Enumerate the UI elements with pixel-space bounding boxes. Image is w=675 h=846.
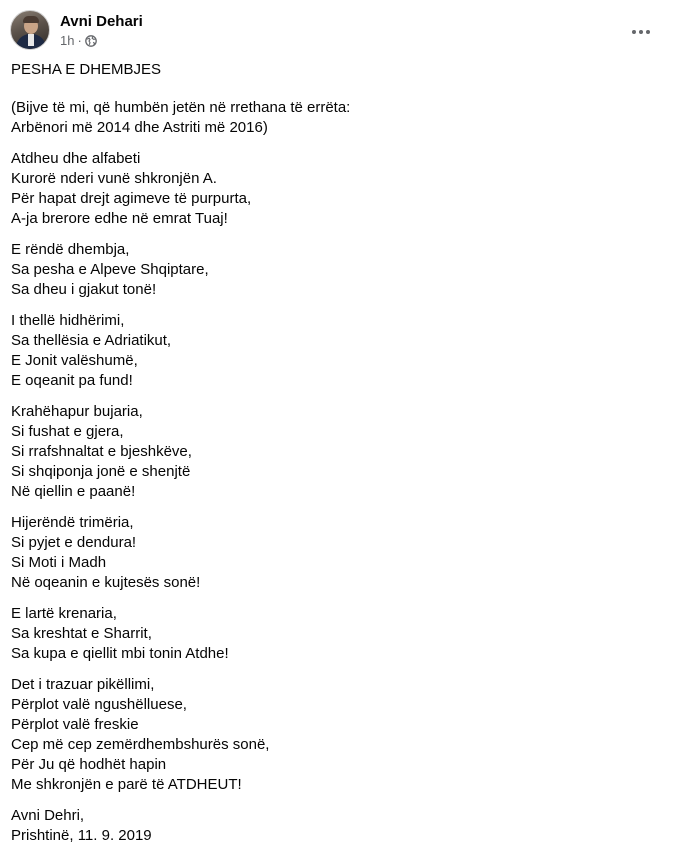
- poem-line: Sa pesha e Alpeve Shqiptare,: [11, 261, 209, 278]
- poem-line: E Jonit valëshumë,: [11, 352, 138, 369]
- stanza: [11, 675, 661, 795]
- poem-line: Si rrafshnaltat e bjeshkëve,: [11, 443, 192, 460]
- stanza: [11, 402, 661, 502]
- poem-line: Si pyjet e dendura!: [11, 534, 137, 551]
- poem-line: Me shkronjën e parë të ATDHEUT!: [11, 776, 242, 793]
- poem-line: Sa thellësia e Adriatikut,: [11, 332, 172, 349]
- stanza: [11, 98, 661, 138]
- post-meta: [60, 33, 97, 48]
- poem-line: Si shqiponja jonë e shenjtë: [11, 463, 191, 480]
- stanza: [11, 311, 661, 391]
- poem-line: Prishtinë, 11. 9. 2019: [11, 827, 152, 844]
- poem-line: Në qiellin e paanë!: [11, 483, 136, 500]
- stanza: [11, 513, 661, 593]
- globe-icon[interactable]: [85, 35, 97, 47]
- poem-line: Cep më cep zemërdhembshurës sonë,: [11, 736, 270, 753]
- poem-line: Krahëhapur bujaria,: [11, 403, 143, 420]
- post-title: PESHA E DHEMBJES: [11, 61, 162, 78]
- poem-line: E oqeanit pa fund!: [11, 372, 133, 389]
- stanza: [11, 240, 661, 300]
- poem-line: Avni Dehri,: [11, 807, 85, 824]
- poem-line: Atdheu dhe alfabeti: [11, 150, 141, 167]
- avatar[interactable]: [10, 10, 50, 50]
- poem-line: Si fushat e gjera,: [11, 423, 124, 440]
- poem-line: Sa dheu i gjakut tonë!: [11, 281, 157, 298]
- more-options-button[interactable]: [623, 14, 659, 50]
- stanza: [11, 806, 661, 846]
- post-header: [10, 10, 665, 54]
- meta-separator: ·: [77, 33, 82, 48]
- post-timestamp[interactable]: 1h: [60, 33, 75, 48]
- stanza: [11, 149, 661, 229]
- poem-line: Si Moti i Madh: [11, 554, 107, 571]
- poem-line: I thellë hidhërimi,: [11, 312, 125, 329]
- poem-line: E lartë krenaria,: [11, 605, 117, 622]
- post-body: [11, 60, 661, 846]
- poem-line: Për hapat drejt agimeve të purpurta,: [11, 190, 252, 207]
- author-name[interactable]: Avni Dehari: [60, 13, 143, 30]
- poem-line: Det i trazuar pikëllimi,: [11, 676, 155, 693]
- poem-line: A-ja brerore edhe në emrat Tuaj!: [11, 210, 228, 227]
- avatar-hair: [23, 16, 39, 23]
- avatar-shirt: [28, 34, 34, 46]
- poem-line: Sa kreshtat e Sharrit,: [11, 625, 152, 642]
- stanza: [11, 604, 661, 664]
- poem-line: Në oqeanin e kujtesës sonë!: [11, 574, 201, 591]
- poem-line: Përplot valë freskie: [11, 716, 139, 733]
- poem-line: Për Ju që hodhët hapin: [11, 756, 167, 773]
- poem-line: Kurorë nderi vunë shkronjën A.: [11, 170, 217, 187]
- poem-line: Përplot valë ngushëlluese,: [11, 696, 187, 713]
- poem-line: E rëndë dhembja,: [11, 241, 130, 258]
- more-options-icon: [632, 30, 650, 34]
- poem-line: Sa kupa e qiellit mbi tonin Atdhe!: [11, 645, 229, 662]
- poem-line: Arbënori më 2014 dhe Astriti më 2016): [11, 119, 268, 136]
- poem-line: Hijerëndë trimëria,: [11, 514, 134, 531]
- poem-line: (Bijve të mi, që humbën jetën në rrethana të errëta:: [11, 99, 351, 116]
- poem: [11, 98, 661, 846]
